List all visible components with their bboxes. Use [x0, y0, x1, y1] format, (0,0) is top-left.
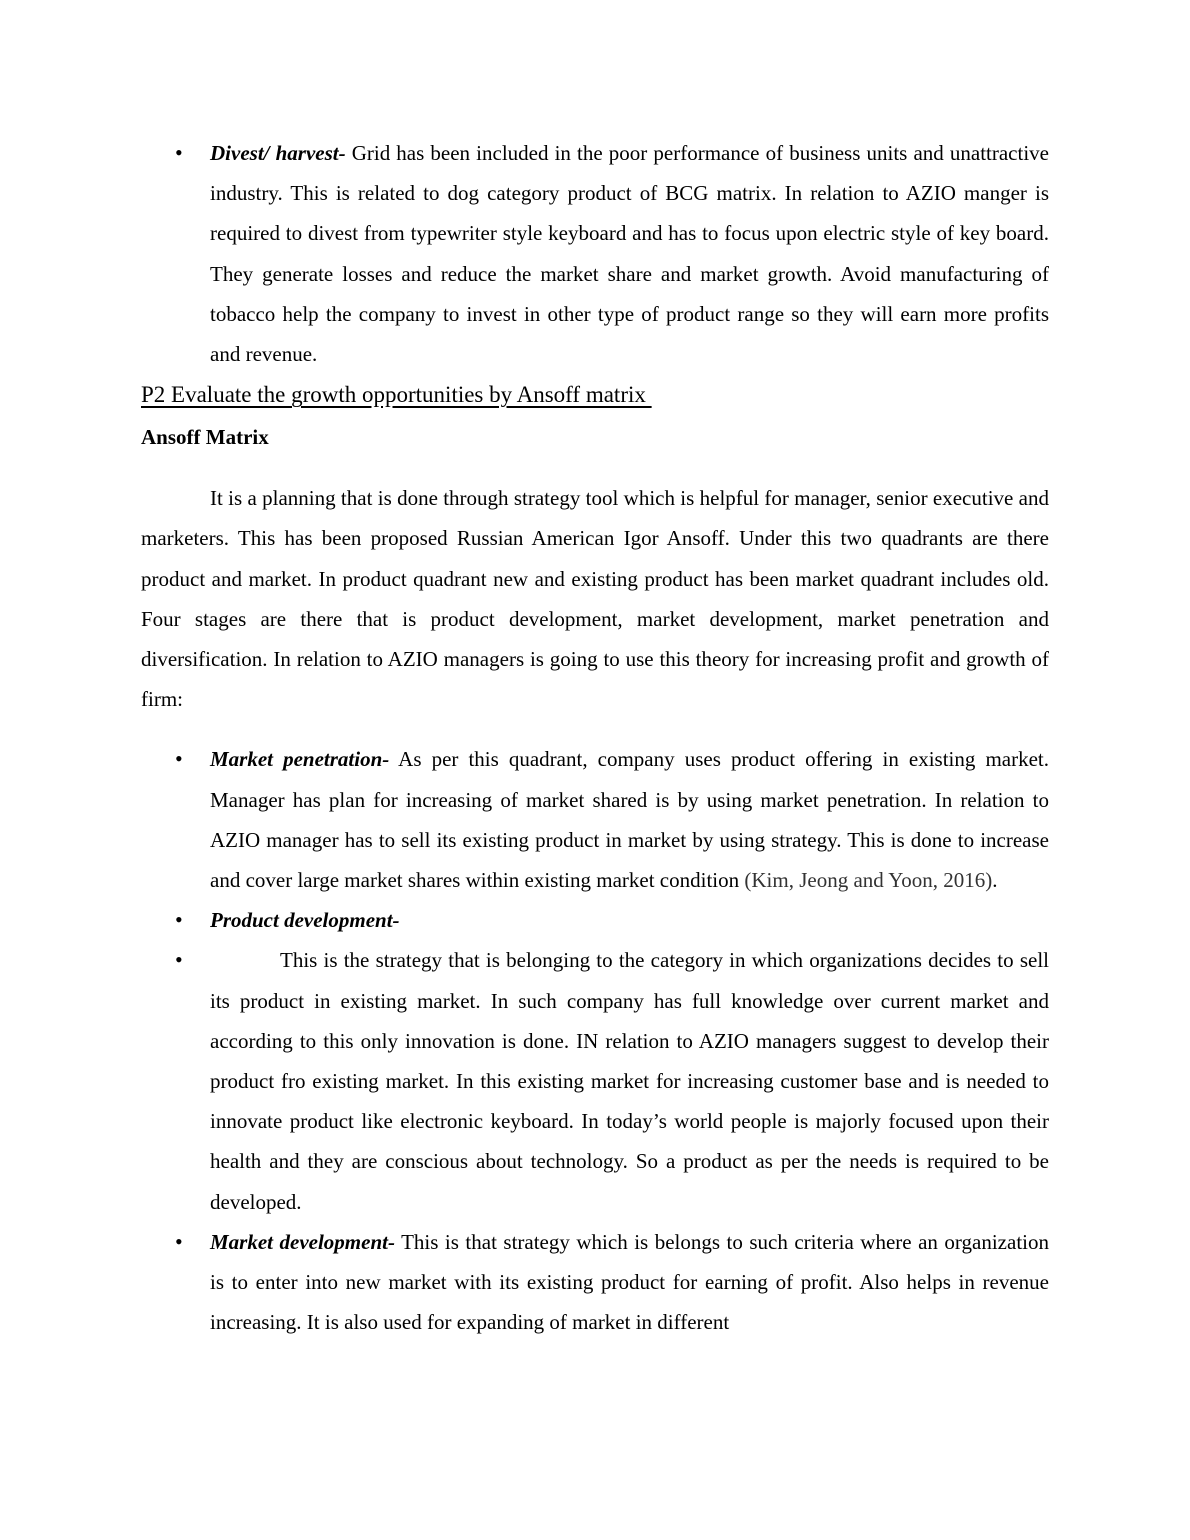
- bullet-text: As per this quadrant, company uses product offering in existing market. Manager has plan for increasing of market shared is by using market penetration. In relation to AZIO manager has to sell its existing product in market by using strategy. This is done to increase and cover large market shares within existing market condition: [210, 747, 1050, 893]
- citation: (Kim, Jeong and Yoon, 2016): [744, 868, 993, 893]
- bullet-product-development-body: [141, 940, 1049, 1221]
- bullet-product-development: [141, 900, 1049, 940]
- bullet-market-development: [141, 1222, 1049, 1343]
- bullet-text: Grid has been included in the poor performance of business units and unattractive industry. This is related to dog category product of BCG matrix. In relation to AZIO manger is required to divest from typewriter style keyboard and has to focus upon electric style of key board. They generate losses and reduce the market share and market growth. Avoid manufacturing of tobacco help the company to invest in other type of product range so they will earn more profits and revenue.: [210, 141, 1049, 367]
- document-page: [141, 133, 1049, 1342]
- bullet-end: .: [992, 868, 998, 893]
- bullet-dot: •: [175, 746, 183, 772]
- bullet-dot: •: [175, 947, 183, 973]
- section-heading: P2 Evaluate the growth opportunities by Ansoff matrix: [141, 382, 652, 408]
- bullet-text: This is the strategy that is belonging to the category in which organizations decides to sell its product in existing market. In such company has full knowledge over current market and according to this only innovation is done. IN relation to AZIO managers suggest to develop their product fro existing market. In this existing market for increasing customer base and is needed to innovate product like electronic keyboard. In today’s world people is majorly focused upon their health and they are conscious about technology. So a product as per the needs is required to be developed.: [210, 948, 1049, 1214]
- ansoff-list: [141, 739, 1049, 1342]
- bullet-dot: •: [175, 1228, 183, 1254]
- intro-paragraph: It is a planning that is done through strategy tool which is helpful for manager, senior executive and marketers. This has been proposed Russian American Igor Ansoff. Under this two quadrants are there product and market. In product quadrant new and existing product has been market quadrant includes old. Four stages are there that is product development, market development, market penetration and diversification. In relation to AZIO managers is going to use this theory for increasing profit and growth of firm:: [141, 486, 1049, 712]
- bullet-term: Market penetration-: [210, 747, 390, 772]
- bullet-term: Product development-: [210, 908, 400, 933]
- bullet-divest-harvest: [141, 133, 1049, 374]
- bullet-dot: •: [175, 907, 183, 933]
- bullet-dot: •: [175, 140, 183, 165]
- bullet-market-penetration: [141, 739, 1049, 900]
- bullet-term: Market development-: [210, 1229, 395, 1254]
- bullet-term: Divest/ harvest-: [210, 141, 346, 165]
- subheading: Ansoff Matrix: [141, 425, 269, 450]
- bullet-text: This is that strategy which is belongs to such criteria where an organization is to enter into new market with its existing product for earning of profit. Also helps in revenue increasing. It is also used for expanding of market in different: [210, 1229, 1049, 1335]
